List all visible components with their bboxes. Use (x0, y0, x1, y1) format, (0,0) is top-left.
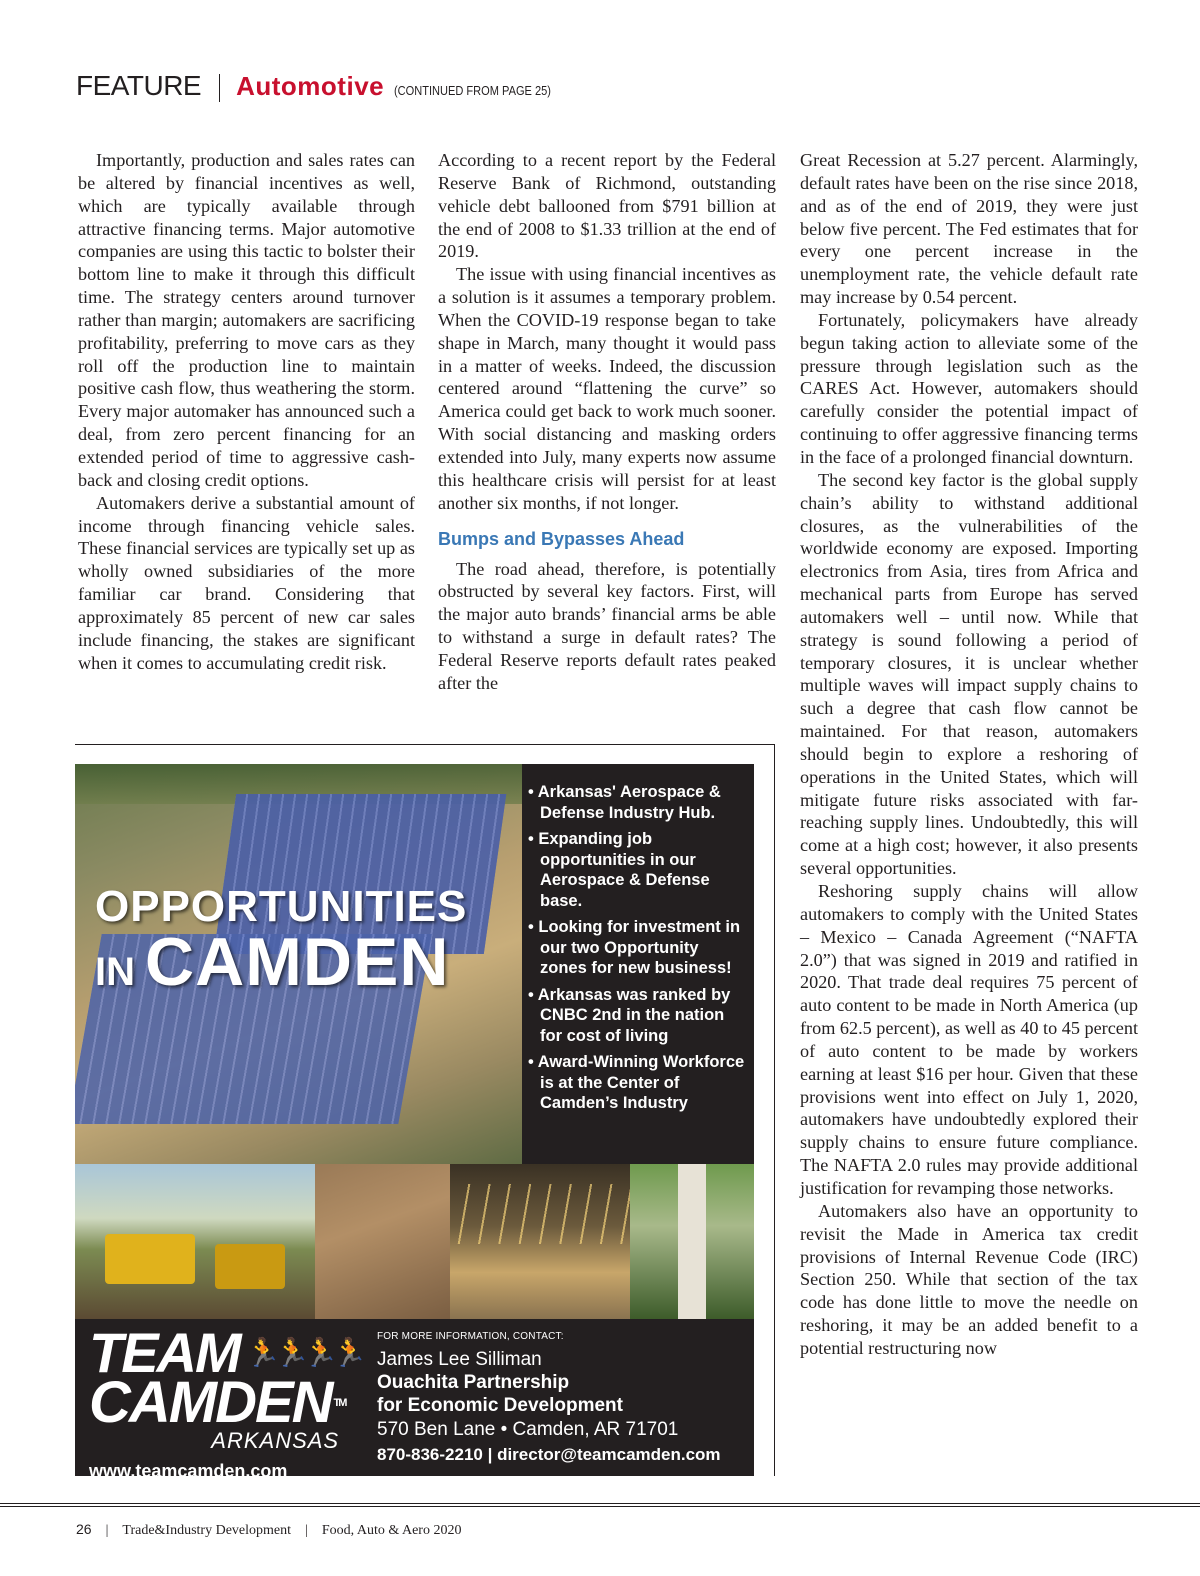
construction-equipment-photo (75, 1164, 315, 1319)
subheading: Bumps and Bypasses Ahead (438, 528, 685, 549)
website-link[interactable]: www.teamcamden.com (89, 1461, 288, 1476)
footer-rule (0, 1503, 1200, 1504)
ad-bullet: • Arkansas' Aerospace & Defense Industry Hub. (528, 783, 721, 822)
ad-headline-line2 (95, 924, 467, 1004)
logo-state-text: ARKANSAS (211, 1428, 340, 1453)
team-camden-logo (89, 1321, 362, 1476)
ad-photo-strip (75, 1164, 754, 1319)
runners-icon: 🏃🏃🏃🏃 (245, 1337, 362, 1368)
warehouse-interior-photo (450, 1164, 630, 1319)
logo-camden-line (89, 1370, 361, 1435)
ad-headline (95, 884, 467, 1004)
header-divider (219, 74, 220, 102)
publication-name: Trade&Industry Development (122, 1523, 292, 1538)
contact-org-line2: for Economic Development (377, 1395, 623, 1416)
ad-bullet: • Arkansas was ranked by CNBC 2nd in the nation for cost of living (528, 985, 731, 1045)
ceiling-lights (450, 1184, 630, 1244)
contact-name: James Lee Silliman (377, 1349, 542, 1370)
excavator-shape (105, 1234, 195, 1284)
paragraph: Great Recession at 5.27 percent. Alarmingly, default rates have been on the rise since 2018, and as of the end of 2019, they were just below five percent. The Fed estimates that for every one percent increase in the unemployment rate, the vehicle default rate may increase by 0.54 percent. (800, 150, 1138, 308)
logo-team-text: TEAM (89, 1321, 240, 1384)
ad-frame-top-rule (75, 744, 774, 745)
ad-headline-camden: CAMDEN (145, 924, 450, 1000)
ad-bullet: • Looking for investment in our two Opportunity zones for new business! (528, 918, 741, 977)
paragraph: According to a recent report by the Federal Reserve Bank of Richmond, outstanding vehicle debt ballooned from $791 billion at the end of 2008 to $1.33 trillion at the end of 2019. (438, 150, 776, 262)
paragraph: The road ahead, therefore, is potentially obstructed by several key factors. First, will the major auto brands’ financial arms be able to withstand a surge in default rates? The Federal Reserve reports default rates peaked after the (438, 558, 776, 693)
section-title: Automotive (236, 71, 385, 101)
paragraph: The second key factor is the global supply chain’s ability to withstand additional closures, as the vulnerabilities of the worldwide economy are exposed. Importing electronics from Asia, tires from Africa and mechanical parts from Europe has served automakers well – until now. While that strategy is sound following a period of temporary closures, it is unclear whether multiple waves will impact supply chains to such a degree that cash flow cannot be maintained. For that reason, automakers should begin to explore a reshoring of operations in the United States, which will mitigate future risks associated with far-reaching supply lines. Undoubtedly, this will come at a high cost; however, it also presents several opportunities. (800, 469, 1138, 879)
climbing-wall-photo (630, 1164, 754, 1319)
contact-info (377, 1331, 721, 1467)
loader-shape (215, 1244, 285, 1289)
team-camden-advertisement (75, 764, 754, 1476)
page-number: 26 (76, 1521, 92, 1537)
contact-label: FOR MORE INFORMATION, CONTACT: (377, 1331, 564, 1342)
contact-phone-email: 870-836-2210 | director@teamcamden.com (377, 1445, 721, 1464)
issue-name: Food, Auto & Aero 2020 (321, 1523, 462, 1538)
trademark-mark: TM (333, 1397, 346, 1409)
paragraph: Automakers also have an opportunity to revisit the Made in America tax credit provisions of Internal Revenue Code (IRC) Section 250. While that section of the tax code has done little to move the needle on reshoring, it may be an added benefit to a potential restructuring now (800, 1200, 1138, 1358)
paragraph: Automakers derive a substantial amount of income through financing vehicle sales. These financial services are typically set up as wholly owned subsidiaries of the more familiar car brand. Considering that approximately 85 percent of new car sales include financing, the stakes are significant when it comes to accumulating credit risk. (78, 492, 415, 673)
footer-rule (0, 1506, 1200, 1507)
contact-address: 570 Ben Lane • Camden, AR 71701 (377, 1419, 679, 1440)
ad-headline-line1: OPPORTUNITIES (95, 882, 468, 931)
paragraph: Reshoring supply chains will allow automakers to comply with the United States – Mexico – Canada Agreement (“NAFTA 2.0”) that was signed in 2019 and ratified in 2020. That trade deal requires 75 percent of auto content to be made in North America (up from 62.5 percent), as well as 40 to 45 percent of auto content to be made by workers earning at least $16 per hour. Given that these provisions went into effect on July 1, 2020, automakers have undoubtedly explored their supply chains to ensure future compliance. The NAFTA 2.0 rules may provide additional justification for revamping those networks. (800, 881, 1138, 1198)
article-column-1 (78, 149, 415, 674)
paragraph: Fortunately, policymakers have already begun taking action to alleviate some of the pressure through legislation such as the CARES Act. However, automakers should carefully consider the potential impact of continuing to offer aggressive financing terms in the face of a prolonged financial downturn. (800, 309, 1138, 467)
ad-headline-in: IN (95, 950, 135, 994)
paragraph: The issue with using financial incentives as a solution is it assumes a temporary problem. When the COVID-19 response began to take shape in March, many thought it would pass in a matter of weeks. Indeed, the discussion centered around “flattening the curve” so America could get back to work much sooner. With social distancing and masking orders extended into July, many experts now assume this healthcare crisis will persist for at least another six months, if not longer. (438, 264, 776, 513)
contact-org-line1: Ouachita Partnership (377, 1372, 570, 1393)
footer-separator: | (105, 1523, 109, 1538)
article-column-3 (800, 149, 1138, 1360)
page-header (76, 70, 579, 106)
ad-bullet-list (522, 764, 754, 1164)
logo-camden-text: CAMDEN (89, 1370, 332, 1435)
page-footer (76, 1521, 461, 1539)
ad-bullet: • Award-Winning Workforce is at the Center of Camden’s Industry (528, 1053, 745, 1112)
footer-separator: | (305, 1523, 308, 1538)
aerial-site-photo (315, 1164, 450, 1319)
ad-contact-panel (75, 1319, 754, 1476)
ad-frame-right-rule (774, 744, 775, 1476)
feature-label: FEATURE (76, 70, 202, 101)
paragraph: Importantly, production and sales rates can be altered by financial incentives as well, which are typically available through attractive financing terms. Major automotive companies are using this tactic to bolster their bottom line to make it through this difficult time. The strategy centers around turnover rather than margin; automakers are sacrificing profitability, preferring to move cars as they roll off the production line to maintain positive cash flow, thus weathering the storm. Every major automaker has announced such a deal, from zero percent financing for an extended period of time to aggressive cash-back and closing credit options. (78, 150, 415, 490)
climbing-wall-shape (678, 1164, 706, 1319)
continued-note: (CONTINUED FROM PAGE 25) (394, 83, 552, 98)
aerial-solar-farm-photo (75, 764, 522, 1164)
ad-bullet: • Expanding job opportunities in our Aerospace & Defense base. (528, 830, 710, 910)
article-column-2 (438, 149, 776, 695)
